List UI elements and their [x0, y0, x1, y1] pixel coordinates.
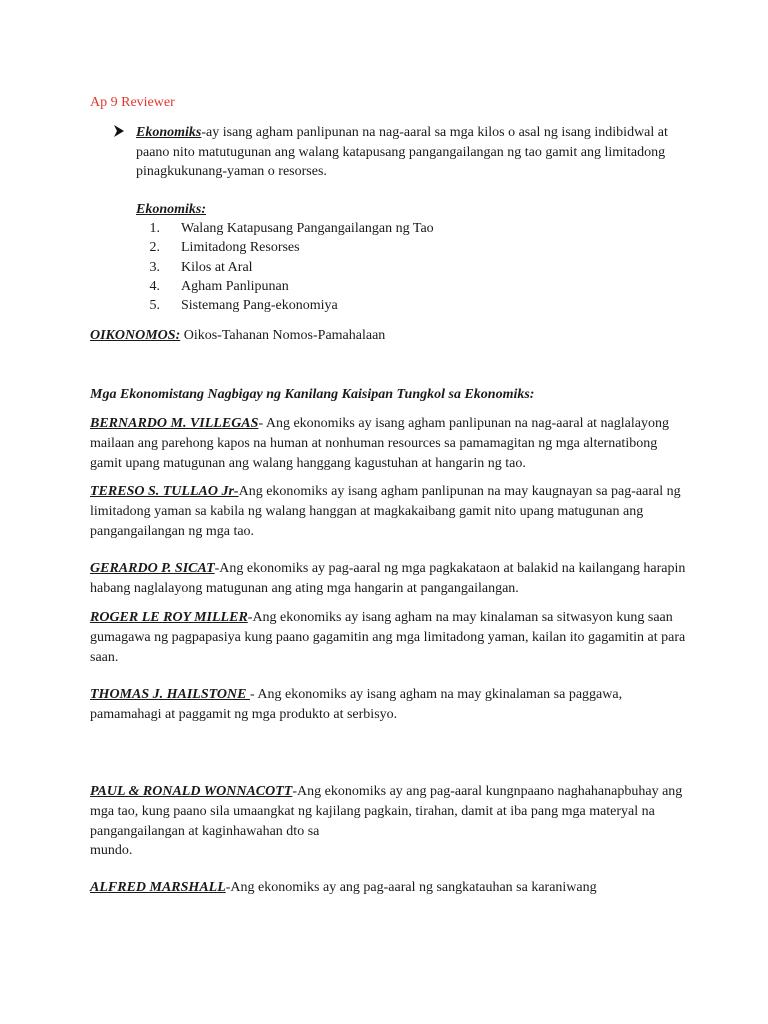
economist-name: GERARDO P. SICAT [90, 561, 215, 576]
economist-entry [90, 482, 690, 541]
economist-text-end: mundo. [90, 843, 133, 859]
definition-text [136, 123, 673, 182]
list-item: 1. Walang Katapusang Pangangailangan ng Tao [149, 221, 434, 236]
economist-text: -Ang ekonomiks ay isang agham na may kinalaman sa sitwasyon kung saan gumagawa ng pagpapasiya kung paano gagamitin ang mga limitadong yaman, kailan ito gagamitin at para saan. [90, 610, 686, 665]
list-item: 2. Limitadong Resorses [149, 240, 300, 256]
ekonomiks-list [136, 219, 434, 315]
oikonomos-text: Oikos-Tahanan Nomos-Pamahalaan [180, 328, 386, 343]
economist-text: - Ang ekonomiks ay isang agham na may gkinalaman sa paggawa, pamamahagi at paggamit ng mga produkto at serbisyo. [90, 687, 623, 722]
economist-entry [90, 608, 690, 667]
economist-entry [90, 782, 690, 861]
arrow-bullet-icon [113, 123, 127, 139]
economist-name: TERESO S. TULLAO Jr- [90, 484, 239, 499]
economist-entry [90, 878, 690, 898]
economist-name: BERNARDO M. VILLEGAS [90, 416, 259, 431]
economists-heading: Mga Ekonomistang Nagbigay ng Kanilang Kaisipan Tungkol sa Ekonomiks: [90, 387, 535, 402]
economist-text: -Ang ekonomiks ay pag-aaral ng mga pagkakataon at balakid na kailangang harapin habang naglalayong matugunan ang ating mga hangarin at pangangailangan. [90, 561, 686, 596]
definition-bullet [113, 123, 673, 182]
oikonomos-line [90, 326, 690, 346]
document-title: Ap 9 Reviewer [90, 95, 175, 110]
oikonomos-label: OIKONOMOS: [90, 328, 181, 343]
economist-entry [90, 559, 690, 599]
list-item: 5. Sistemang Pang-ekonomiya [149, 298, 338, 314]
economist-text: - Ang ekonomiks ay isang agham panlipunan na nag-aaral at naglalayong mailaan ang parehong kapos na human at nonhuman resources sa pamamagitan ng mga alternatibong gamit upang matugunan ang walang hanggang kagustuhan at hangarin ng tao. [90, 416, 669, 471]
economist-entry [90, 685, 690, 725]
economist-name: ROGER LE ROY MILLER [90, 610, 248, 625]
economist-text: -Ang ekonomiks ay ang pag-aaral ng sangkatauhan sa karaniwang [225, 880, 597, 895]
definition-term: Ekonomiks [136, 125, 202, 140]
list-item: 3. Kilos at Aral [149, 259, 253, 275]
list-item: 4. Agham Panlipunan [149, 278, 289, 294]
economist-text: -Ang ekonomiks ay ang pag-aaral kungnpaano naghahanapbuhay ang mga tao, kung paano sila umaangkat ng kajilang pagkain, tirahan, damit at iba pang mga materyal na pangangailangan at kaginhawahan dto sa [90, 784, 683, 839]
definition-body: -ay isang agham panlipunan na nag-aaral sa mga kilos o asal ng isang indibidwal at paano nito matutugunan ang walang katapusang pangangailangan ng tao gamit ang limitadong pinagkukunang-yaman o resorses. [136, 125, 668, 179]
economist-name: THOMAS J. HAILSTONE [90, 687, 250, 702]
economist-name: ALFRED MARSHALL [90, 880, 226, 895]
economist-text: Ang ekonomiks ay isang agham panlipunan na may kaugnayan sa pag-aaral ng limitadong yaman sa kabila ng walang hanggan at magkakaibang gamit nito upang matugunan ang pangangailangan ng mga tao. [90, 484, 681, 539]
economist-entry [90, 414, 690, 473]
economist-name: PAUL & RONALD WONNACOTT [90, 784, 293, 799]
list-heading: Ekonomiks: [136, 202, 207, 217]
